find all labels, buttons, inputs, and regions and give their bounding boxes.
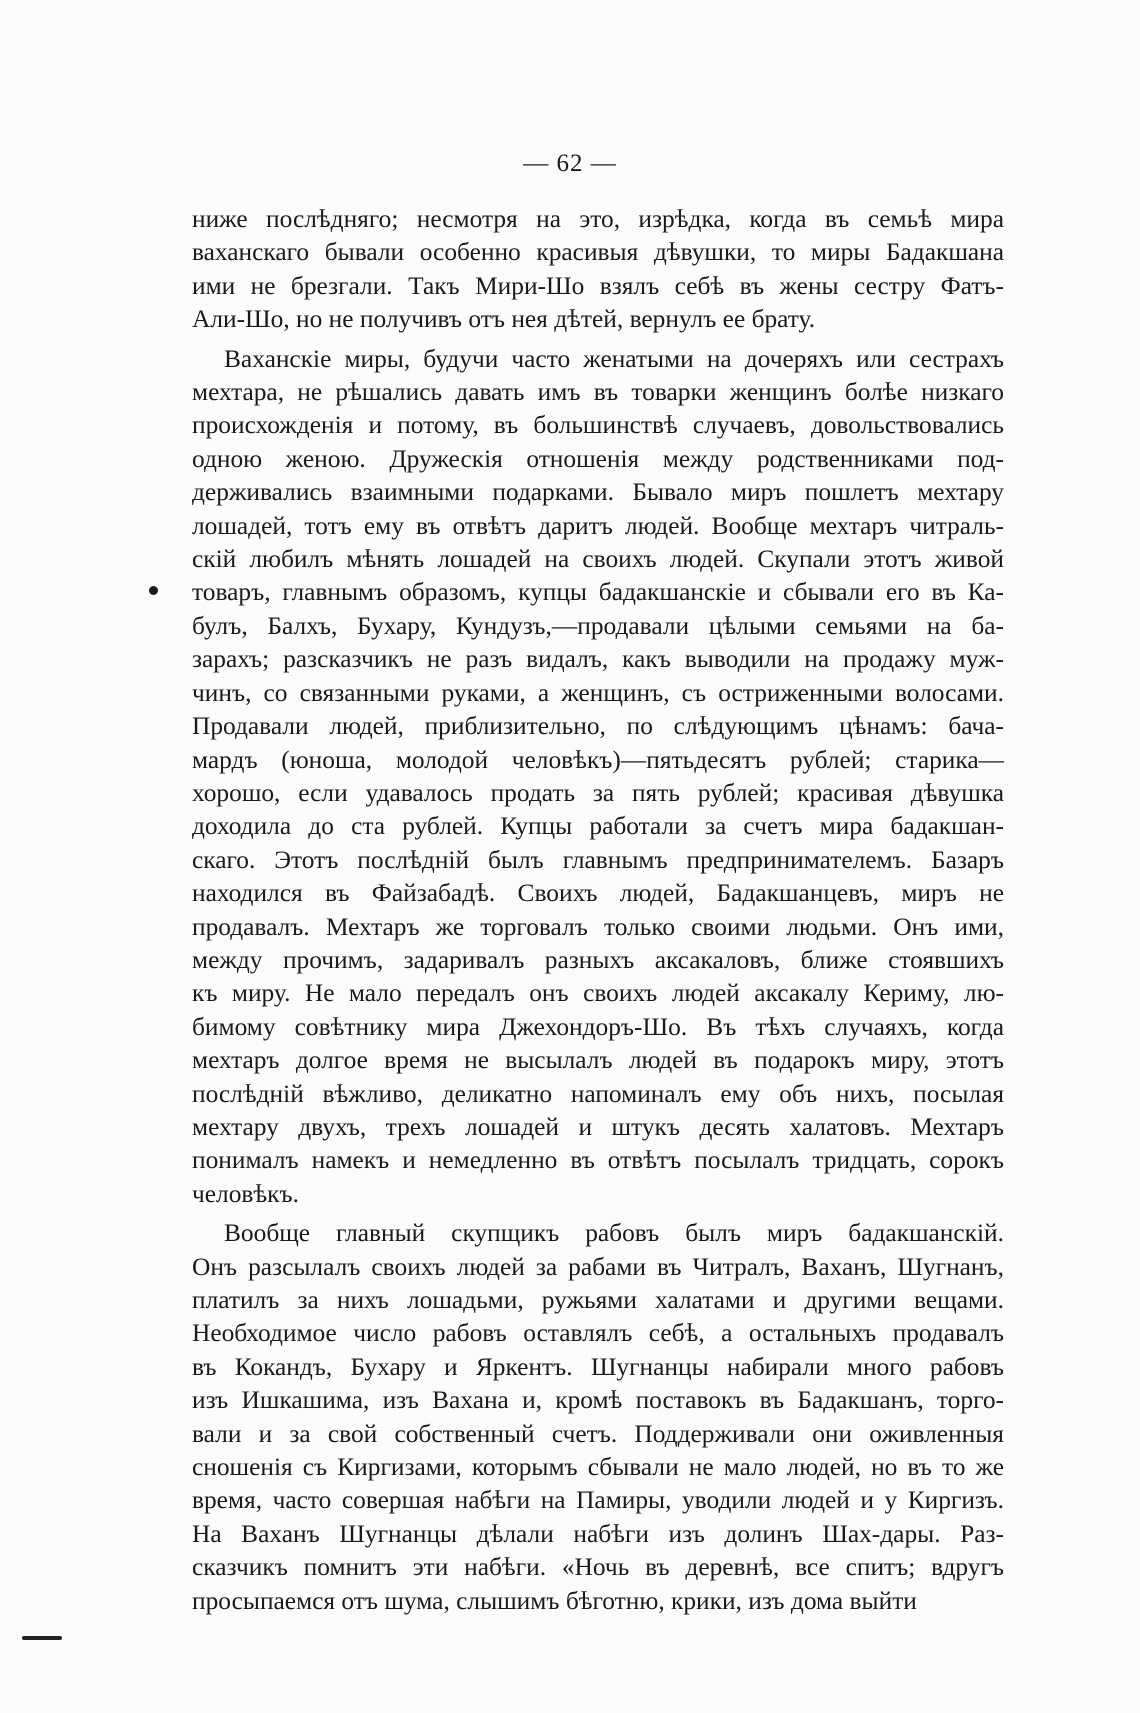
text-line: чинъ, со связанными руками, а женщинъ, съ остриженными волосами. xyxy=(192,678,1004,707)
text-line: происхожденія и потому, въ большинствѣ случаевъ, довольствовались xyxy=(192,411,1004,440)
text-line: ваханскаго бывали особенно красивыя дѣвушки, то миры Бадакшана xyxy=(192,238,1004,267)
text-line: держивались взаимными подарками. Бывало миръ пошлетъ мехтару xyxy=(192,478,1004,507)
text-line: товаръ, главнымъ образомъ, купцы бадакшанскіе и сбывали его въ Ка- xyxy=(192,578,1004,607)
text-line: понималъ намекъ и немедленно въ отвѣтъ посылалъ тридцать, сорокъ xyxy=(192,1146,1004,1175)
text-line: скій любилъ мѣнять лошадей на своихъ людей. Скупали этотъ живой xyxy=(192,545,1004,574)
text-line: въ Кокандъ, Бухару и Яркентъ. Шугнанцы набирали много рабовъ xyxy=(192,1352,1004,1381)
text-line: изъ Ишкашима, изъ Вахана и, кромѣ поставокъ въ Бадакшанъ, торго- xyxy=(192,1386,1004,1415)
text-line: ниже послѣдняго; несмотря на это, изрѣдка, когда въ семьѣ мира xyxy=(192,205,1004,233)
text-line: время, часто совершая набѣги на Памиры, уводили людей и у Киргизъ. xyxy=(192,1486,1004,1515)
text-line: сказчикъ помнитъ эти набѣги. «Ночь въ деревнѣ, все спитъ; вдругъ xyxy=(192,1553,1004,1582)
text-line: платилъ за нихъ лошадьми, ружьями халатами и другими вещами. xyxy=(192,1286,1004,1314)
text-line: мехтаръ долгое время не высылалъ людей въ подарокъ миру, этотъ xyxy=(192,1046,1004,1075)
text-line: мардъ (юноша, молодой человѣкъ)—пятьдесятъ рублей; старика— xyxy=(192,745,1004,774)
text-line: вали и за свой собственный счетъ. Поддерживали они оживленныя xyxy=(192,1419,1004,1448)
text-line: Онъ разсылалъ своихъ людей за рабами въ Читралъ, Ваханъ, Шугнанъ, xyxy=(192,1252,1004,1281)
margin-dash-mark xyxy=(22,1636,62,1640)
text-line: одною женою. Дружескія отношенія между родственниками под- xyxy=(192,444,1004,473)
text-line: сношенія съ Киргизами, которымъ сбывали не мало людей, но въ то же xyxy=(192,1453,1004,1482)
text-line: человѣкъ. xyxy=(192,1179,299,1208)
text-line: продавалъ. Мехтаръ же торговалъ только своими людьми. Онъ ими, xyxy=(192,912,1004,941)
paragraph xyxy=(192,343,1004,1212)
text-line: На Ваханъ Шугнанцы дѣлали набѣги изъ долинъ Шах-дары. Раз- xyxy=(192,1519,1004,1548)
text-line: скаго. Этотъ послѣдній былъ главнымъ предпринимателемъ. Базаръ xyxy=(192,845,1004,874)
text-line: мехтара, не рѣшались давать имъ въ товарки женщинъ болѣе низкаго xyxy=(192,378,1004,407)
text-line: хорошо, если удавалось продать за пять рублей; красивая дѣвушка xyxy=(192,778,1004,807)
text-line: Необходимое число рабовъ оставлялъ себѣ, а остальныхъ продавалъ xyxy=(192,1319,1004,1348)
paragraph xyxy=(192,1217,1004,1618)
text-line: мехтару двухъ, трехъ лошадей и штукъ десять халатовъ. Мехтаръ xyxy=(192,1112,1004,1141)
text-line: Продавали людей, приблизительно, по слѣдующимъ цѣнамъ: бача- xyxy=(192,712,1004,741)
text-line: ими не брезгали. Такъ Мири-Шо взялъ себѣ въ жены сестру Фатъ- xyxy=(192,271,1004,300)
margin-dot-mark xyxy=(149,586,158,595)
text-line: просыпаемся отъ шума, слышимъ бѣготню, крики, изъ дома выйти xyxy=(192,1586,917,1615)
text-line: находился въ Файзабадѣ. Своихъ людей, Бадакшанцевъ, миръ не xyxy=(192,879,1004,908)
text-line: лошадей, тотъ ему въ отвѣтъ даритъ людей. Вообще мехтаръ читраль- xyxy=(192,511,1004,540)
text-line: Али-Шо, но не получивъ отъ нея дѣтей, вернулъ ее брату. xyxy=(192,305,816,334)
text-line: Ваханскіе миры, будучи часто женатыми на дочеряхъ или сестрахъ xyxy=(224,344,1004,373)
text-line: бимому совѣтнику мира Джехондоръ-Шо. Въ тѣхъ случаяхъ, когда xyxy=(192,1012,1004,1041)
body-text xyxy=(192,203,1004,1618)
paragraph xyxy=(192,203,1004,337)
text-line: зарахъ; разсказчикъ не разъ видалъ, какъ выводили на продажу муж- xyxy=(192,645,1004,674)
text-line: между прочимъ, задаривалъ разныхъ аксакаловъ, ближе стоявшихъ xyxy=(192,945,1004,974)
text-line: булъ, Балхъ, Бухару, Кундузъ,—продавали цѣлыми семьями на ба- xyxy=(192,611,1004,640)
text-line: послѣдній вѣжливо, деликатно напоминалъ ему объ нихъ, посылая xyxy=(192,1079,1004,1108)
text-line: доходила до ста рублей. Купцы работали за счетъ мира бадакшан- xyxy=(192,812,1004,841)
text-line: Вообще главный скупщикъ рабовъ былъ миръ бадакшанскій. xyxy=(224,1219,1004,1248)
page-number: — 62 — xyxy=(523,150,617,177)
text-line: къ миру. Не мало передалъ онъ своихъ людей аксакалу Кериму, лю- xyxy=(192,979,1004,1008)
